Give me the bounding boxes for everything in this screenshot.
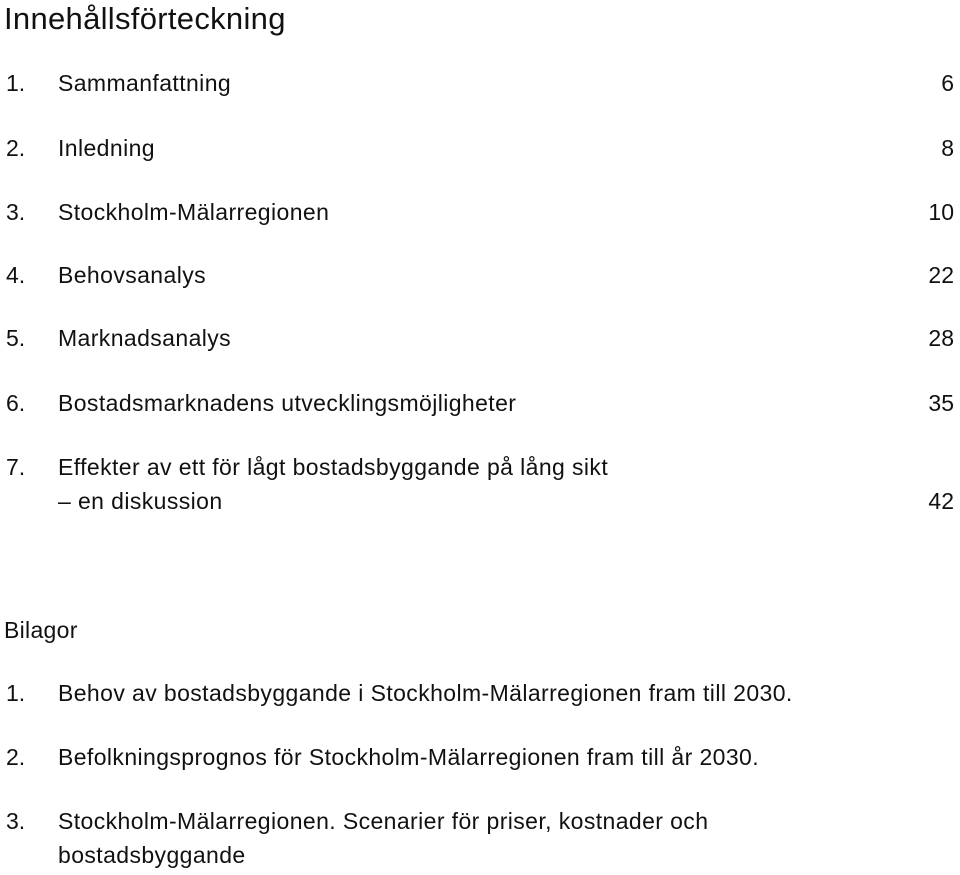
appendix-label: Behov av bostadsbyggande i Stockholm-Mälarregionen fram till 2030. [58, 680, 793, 706]
toc-entry-number: 2. [6, 135, 26, 161]
toc-title: Innehållsförteckning [4, 1, 286, 36]
appendix-label: Befolkningsprognos för Stockholm-Mälarregionen fram till år 2030. [58, 744, 759, 770]
toc-entry-number: 6. [6, 390, 26, 416]
appendix-label: Stockholm-Mälarregionen. Scenarier för priser, kostnader och [58, 808, 709, 834]
toc-entry-page: 42 [928, 488, 954, 514]
toc-entry-page: 35 [928, 390, 954, 416]
toc-entry-label: Bostadsmarknadens utvecklingsmöjligheter [58, 390, 517, 416]
toc-entry-number: 5. [6, 325, 26, 351]
toc-entry-page: 10 [928, 199, 954, 225]
toc-entry-label-continuation: – en diskussion [58, 488, 223, 514]
toc-entry-number: 4. [6, 262, 26, 288]
toc-entry-page: 8 [941, 135, 954, 161]
toc-entry-label: Behovsanalys [58, 262, 206, 288]
toc-entry-page: 22 [928, 262, 954, 288]
toc-entry-page: 28 [928, 325, 954, 351]
appendix-label-continuation: bostadsbyggande [58, 842, 246, 868]
toc-entry-number: 3. [6, 199, 26, 225]
toc-entry-label: Stockholm-Mälarregionen [58, 199, 330, 225]
appendix-number: 2. [6, 744, 26, 770]
toc-entry-number: 1. [6, 70, 26, 96]
toc-entry-label: Sammanfattning [58, 70, 232, 96]
toc-entry-number: 7. [6, 454, 26, 480]
toc-entry-page: 6 [941, 70, 954, 96]
appendix-number: 1. [6, 680, 26, 706]
toc-entry-label: Marknadsanalys [58, 325, 232, 351]
toc-entry-label: Effekter av ett för lågt bostadsbyggande på lång sikt [58, 454, 609, 480]
appendix-number: 3. [6, 808, 26, 834]
appendices-heading: Bilagor [4, 617, 78, 643]
toc-entry-label: Inledning [58, 135, 155, 161]
